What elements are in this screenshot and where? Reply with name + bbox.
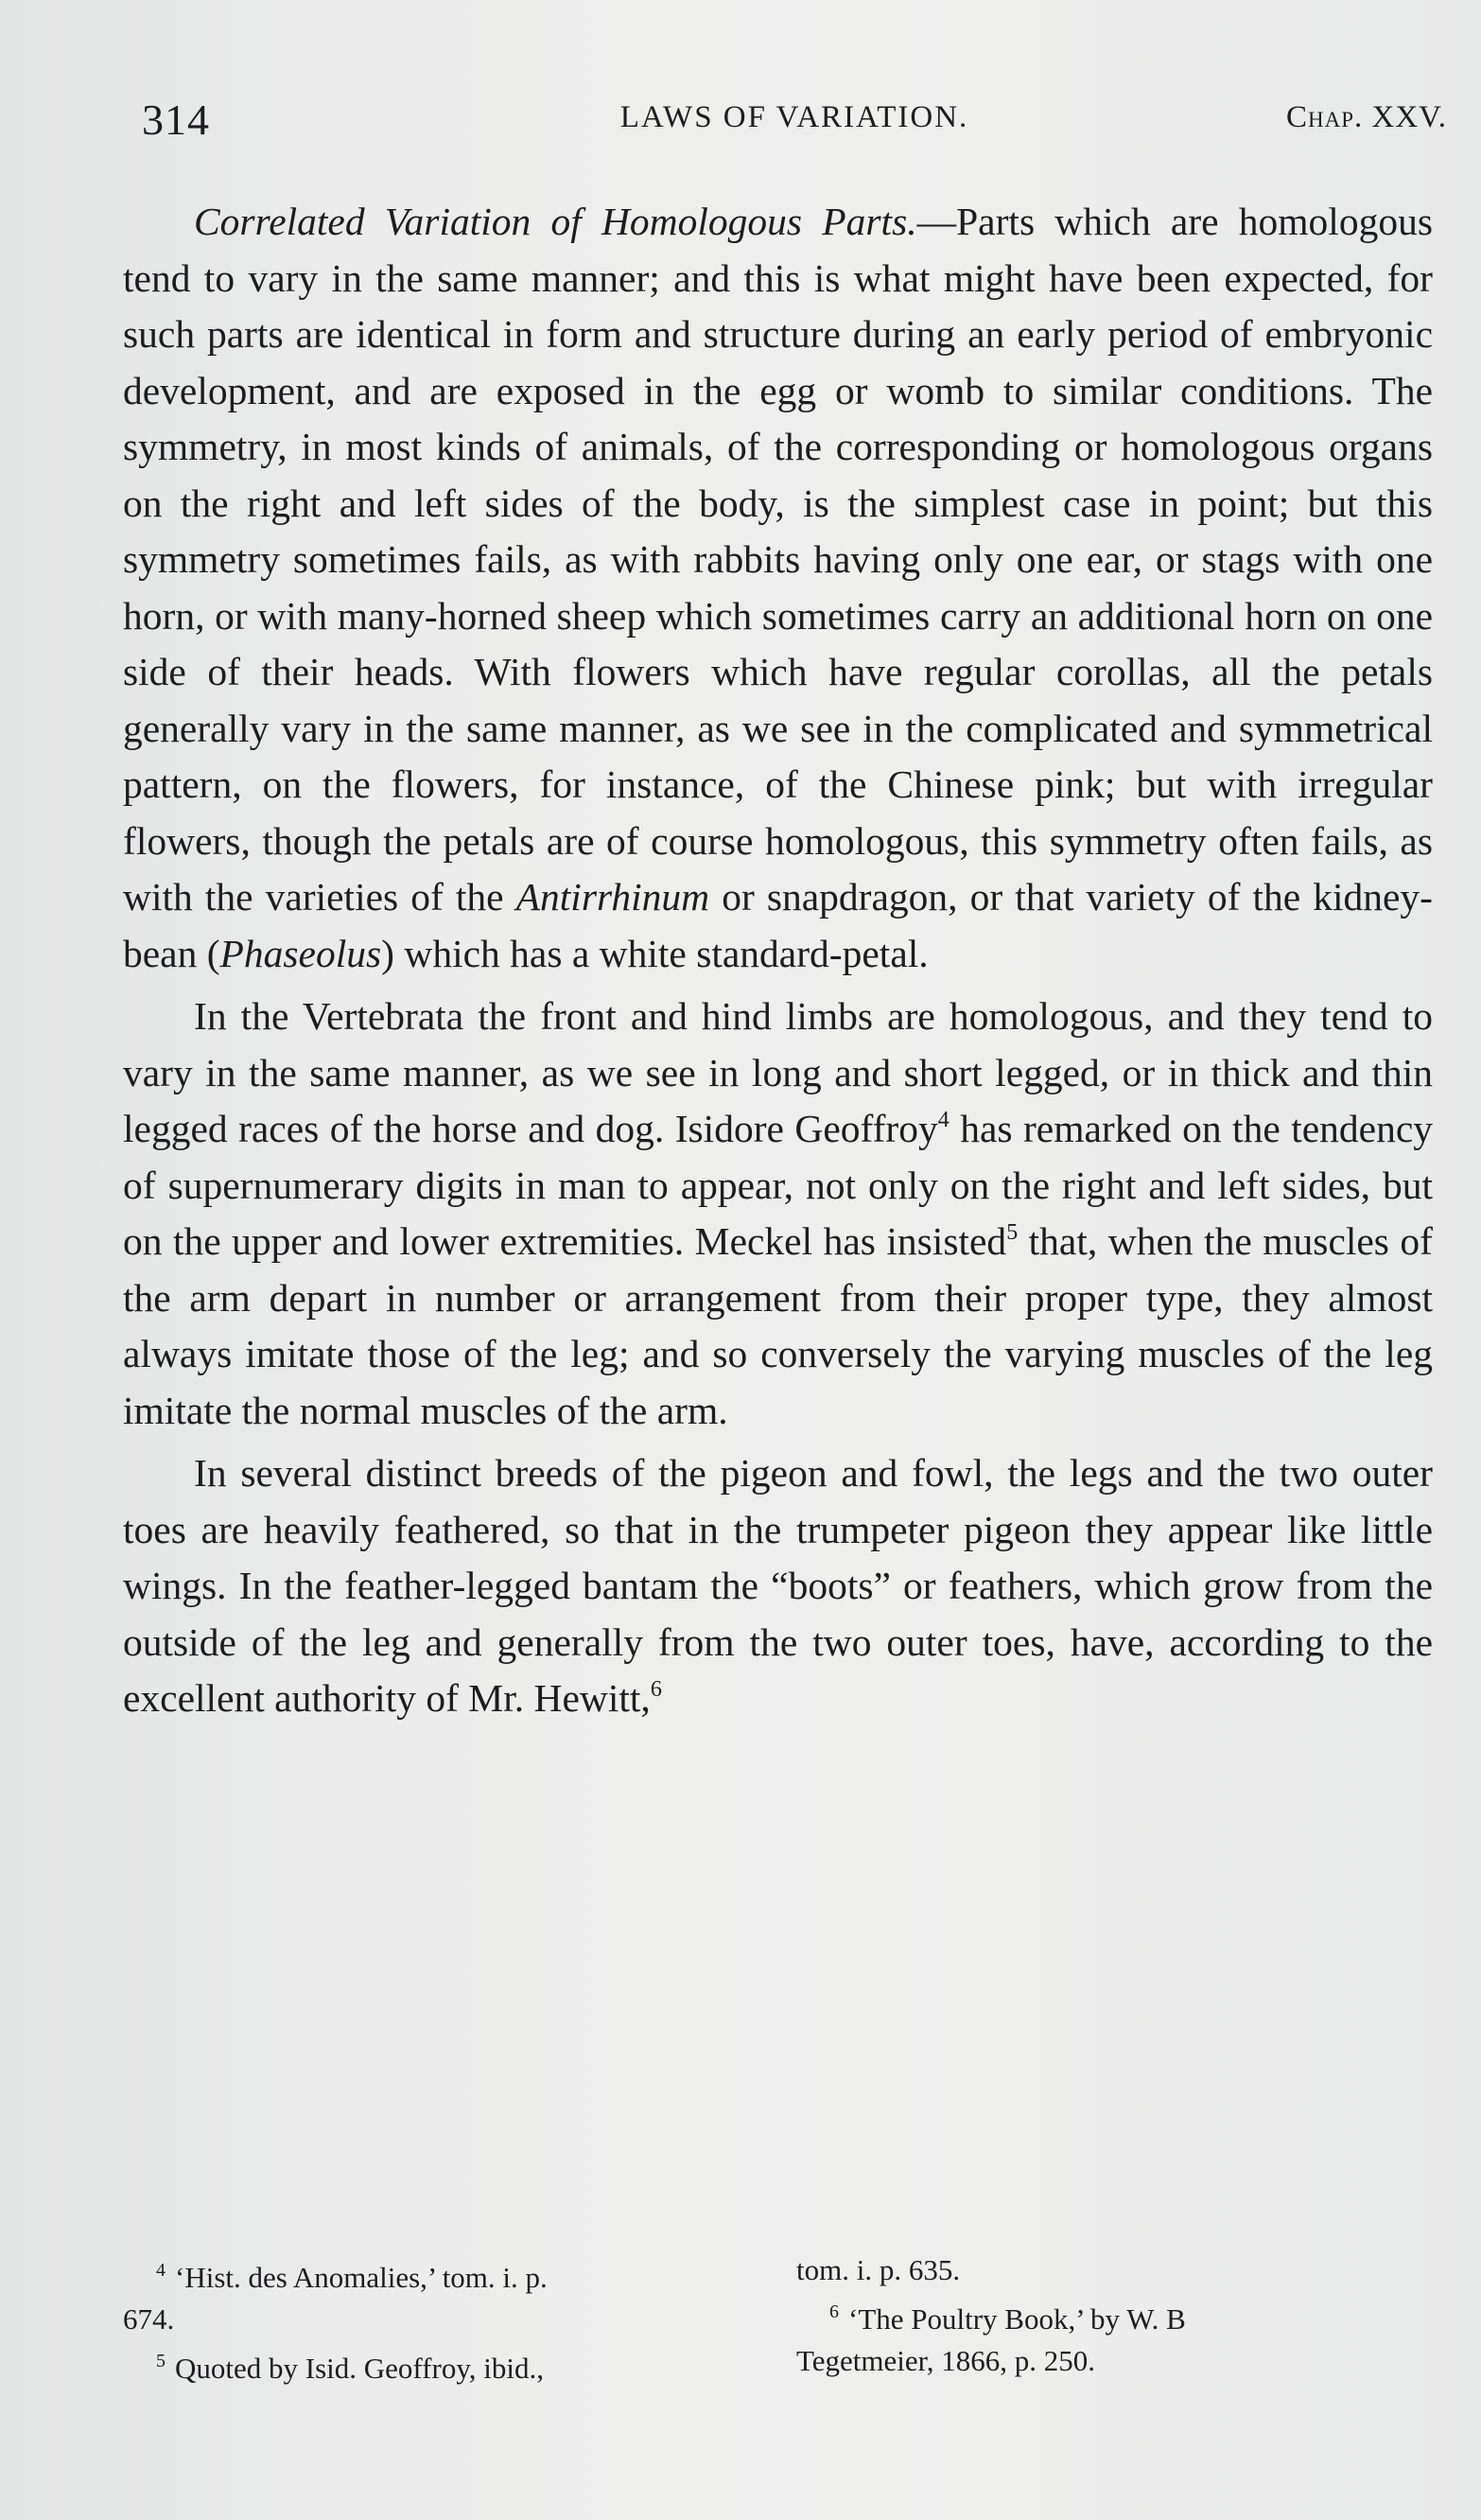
footnote-marker: 6 — [829, 2301, 839, 2322]
footnote-4 — [123, 2249, 766, 2299]
paragraph-text: ) which has a white standard-petal. — [381, 931, 929, 975]
footnote-6-continued: Tegetmeier, 1866, p. 250. — [796, 2344, 1095, 2377]
footnote-reference[interactable]: 5 — [1006, 1220, 1019, 1245]
footnotes-left-column — [123, 2249, 766, 2389]
footnote-4-continued: 674. — [123, 2302, 175, 2336]
paragraph-text: —Parts which are homologous tend to vary in the same manner; and this is what might have been expected, for such parts are identical in form and structure during an early period of embryonic development, and are exposed in the egg or womb to similar conditions. The symmetry, in most kinds of animals, of the corresponding or homologous organs on the right and left sides of the body, is the simplest case in point; but this symmetry sometimes fails, as with rabbits having only one ear, or stags with one horn, or with many-horned sheep which sometimes carry an additional horn on one side of their heads. With flowers which have regular corollas, all the petals generally vary in the same manner, as we see in the complicated and symmetrical pattern, on the flowers, for instance, of the Chinese pink; but with irregular flowers, though the petals are of course homologous, this symmetry often fails, as with the varieties of the — [123, 200, 1433, 919]
italic-term: Antirrhinum — [515, 875, 710, 919]
chapter-label: Chap. XXV. — [1285, 100, 1447, 134]
paragraph — [123, 194, 1433, 982]
footnote-5-continued: tom. i. p. 635. — [796, 2253, 961, 2286]
footnote-5 — [123, 2340, 766, 2389]
paragraph-text: In several distinct breeds of the pigeon and fowl, the legs and the two outer toes are heavily feathered, so that in the trumpeter pigeon they appear like little wings. In the feather-legged bantam the “boots” or feathers, which grow from the outside of the leg and generally from the two outer toes, have, according to the excellent authority of Mr. Hewitt, — [123, 1451, 1433, 1720]
footnote-marker: 4 — [156, 2260, 166, 2281]
footnote-reference[interactable]: 6 — [650, 1677, 662, 1702]
footnotes-right-column — [796, 2249, 1433, 2382]
italic-term: Phaseolus — [219, 931, 382, 975]
footnote-marker: 5 — [156, 2351, 166, 2371]
page-number: 314 — [142, 96, 210, 144]
footnote-text: ‘Hist. des Anomalies,’ tom. i. p. — [175, 2261, 548, 2294]
paragraph-text: that, when the muscles of the arm depart in number or arrangement from their proper type, they almost always imitate those of the leg; and so conversely the varying muscles of the leg imitate the normal muscles of the arm. — [123, 1219, 1434, 1432]
page-header — [142, 95, 1447, 151]
paragraph-text: or snapdragon, or that variety of the kidney-bean ( — [123, 875, 1434, 975]
running-title: LAWS OF VARIATION. — [619, 100, 969, 134]
footnote-text: ‘The Poultry Book,’ by W. B — [848, 2302, 1186, 2336]
paragraph-text: has remarked on the tendency of supernumerary digits in man to appear, not only on the right and left sides, but on the upper and lower extremities. Meckel has insisted — [123, 1107, 1433, 1263]
paragraph — [123, 1445, 1433, 1727]
footnote-reference[interactable]: 4 — [937, 1108, 950, 1132]
paragraph — [123, 989, 1433, 1439]
paragraph-text: In the Vertebrata the front and hind limbs are homologous, and they tend to vary in the same manner, as we see in long and short legged, or in thick and thin legged races of the horse and dog. Isidore Geoffroy — [123, 994, 1433, 1150]
footnote-text: Quoted by Isid. Geoffroy, ibid., — [175, 2352, 545, 2385]
footnote-6 — [796, 2291, 1433, 2340]
section-run-in-heading: Correlated Variation of Homologous Parts. — [194, 200, 917, 243]
body-text — [123, 194, 1433, 1727]
